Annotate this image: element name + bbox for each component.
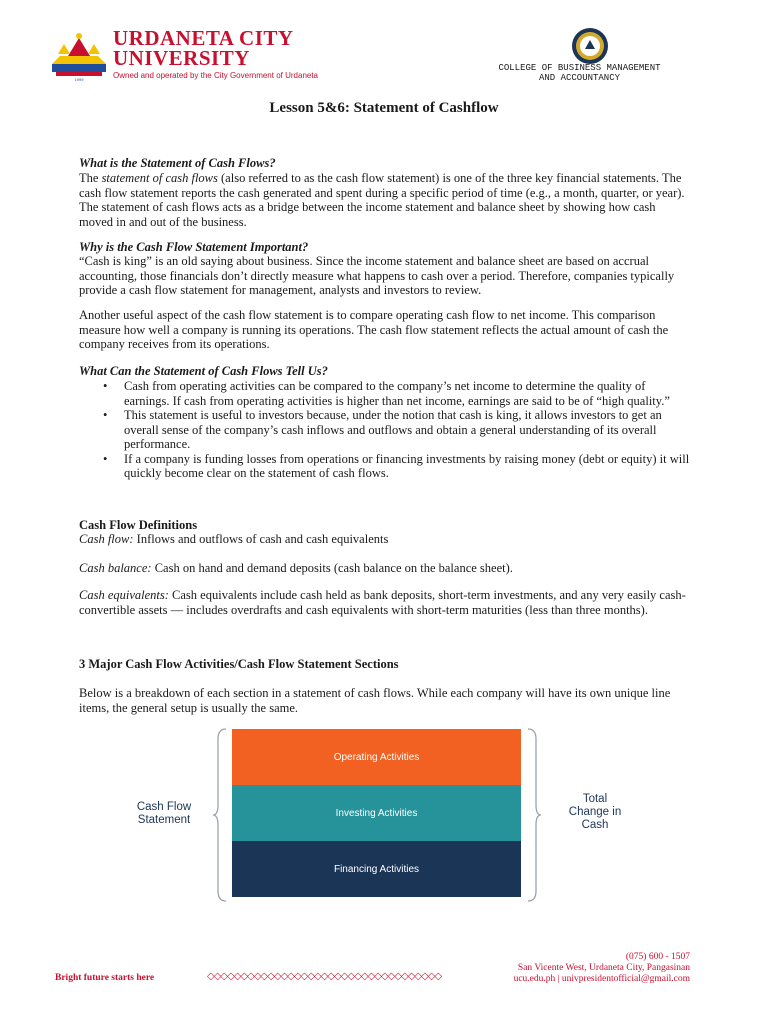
- diagram-right-label-line: Cash: [581, 819, 609, 831]
- list-item: • This statement is useful to investors because, under the notion that cash is king, it allows investors to get an overall sense of the company’s cash inflows and outflows and obtain a general understanding of its overall performance.: [103, 408, 691, 452]
- definition-cash-balance: [79, 561, 691, 576]
- financing-activities-box: Financing Activities: [232, 841, 521, 897]
- footer-contact: [440, 952, 690, 985]
- right-brace-icon: [526, 727, 542, 903]
- what-paragraph: [79, 171, 691, 229]
- lesson-title: Lesson 5&6: Statement of Cashflow: [269, 100, 499, 116]
- university-name-line2: UNIVERSITY: [113, 46, 250, 70]
- definition-text: Cash equivalents include cash held as bank deposits, short-term investments, and any very easily cash-convertible assets — includes overdrafts and cash equivalents with short-term maturities (less than three months).: [79, 588, 686, 617]
- footer-phone: (075) 600 - 1507: [625, 952, 690, 962]
- definition-term: Cash flow:: [79, 532, 134, 546]
- operating-activities-box: Operating Activities: [232, 729, 521, 785]
- definition-term: Cash equivalents:: [79, 588, 169, 602]
- major-paragraph: Below is a breakdown of each section in a statement of cash flows. While each company will have its own unique line items, the general setup is usually the same.: [79, 686, 671, 715]
- footer-decoration: ◇◇◇◇◇◇◇◇◇◇◇◇◇◇◇◇◇◇◇◇◇◇◇◇◇◇◇◇◇◇◇◇◇◇◇: [207, 971, 442, 982]
- diagram-left-label-line: Cash Flow: [136, 801, 192, 813]
- college-name: [478, 63, 681, 83]
- college-line1: COLLEGE OF BUSINESS MANAGEMENT: [498, 63, 661, 73]
- definition-cash-equivalents: [79, 588, 691, 617]
- logo-year: 1999: [74, 77, 84, 82]
- tell-heading: What Can the Statement of Cash Flows Tell Us?: [79, 364, 328, 378]
- footer-slogan: Bright future starts here: [55, 973, 155, 983]
- why-heading: Why is the Cash Flow Statement Important?: [79, 240, 309, 254]
- definition-cash-flow: [79, 532, 691, 547]
- diagram-right-label-line: Change in: [568, 806, 622, 818]
- footer-web[interactable]: ucu.edu.ph | univpresidentofficial@gmail.com: [513, 974, 690, 984]
- college-seal: [571, 27, 609, 65]
- left-brace-icon: [212, 727, 228, 903]
- definition-term: Cash balance:: [79, 561, 152, 575]
- footer-address: San Vicente West, Urdaneta City, Pangasinan: [517, 963, 690, 973]
- cash-flow-diagram: [128, 725, 648, 905]
- why-paragraph-2: Another useful aspect of the cash flow statement is to compare operating cash flow to net income. This comparison measure how well a company is running its operations. The cash flow statement reflects the actual amount of cash the company receives from its operations.: [79, 308, 669, 351]
- diagram-right-label: [556, 793, 634, 832]
- diagram-right-label-line: Total: [582, 793, 608, 805]
- what-text-rest: (also referred to as the cash flow statement) is one of the three key financial statements. The cash flow statement reports the cash generated and spent during a specific period of time (e.g., a month, quarter, or year). The statement of cash flows acts as a bridge between the income statement and balance sheet by showing how cash moved in and out of the business.: [79, 171, 685, 229]
- definitions-heading: Cash Flow Definitions: [79, 518, 198, 532]
- major-heading: 3 Major Cash Flow Activities/Cash Flow Statement Sections: [79, 657, 399, 671]
- what-text-em: statement of cash flows: [101, 171, 218, 185]
- list-item: • If a company is funding losses from operations or financing investments by raising money (debt or equity) it will quickly become clear on the statement of cash flows.: [103, 452, 691, 481]
- list-item: • Cash from operating activities can be compared to the company’s net income to determine the quality of earnings. If cash from operating activities is higher than net income, earnings are said to be of “high quality.”: [103, 379, 691, 408]
- university-name-line1: URDANETA CITY: [113, 26, 294, 50]
- tell-bullet-list: [103, 379, 691, 481]
- definition-text: Inflows and outflows of cash and cash equivalents: [133, 532, 389, 546]
- investing-activities-box: Investing Activities: [232, 785, 521, 841]
- what-heading: What is the Statement of Cash Flows?: [79, 156, 276, 170]
- what-text-lead: The: [79, 171, 102, 185]
- why-paragraph-1: “Cash is king” is an old saying about business. Since the income statement and balance sheet are based on accrual accounting, those financials don’t directly measure what happens to cash over a period. Therefore, companies typically provide a cash flow statement for management, analysts and investors to review.: [79, 254, 675, 297]
- college-line2: AND ACCOUNTANCY: [538, 73, 620, 83]
- definition-text: Cash on hand and demand deposits (cash balance on the balance sheet).: [151, 561, 513, 575]
- university-name: [113, 28, 294, 68]
- diagram-left-label-line: Statement: [137, 814, 191, 826]
- diagram-left-label: [128, 801, 200, 827]
- university-logo: [50, 30, 108, 82]
- university-subtitle: Owned and operated by the City Government of Urdaneta: [113, 71, 319, 80]
